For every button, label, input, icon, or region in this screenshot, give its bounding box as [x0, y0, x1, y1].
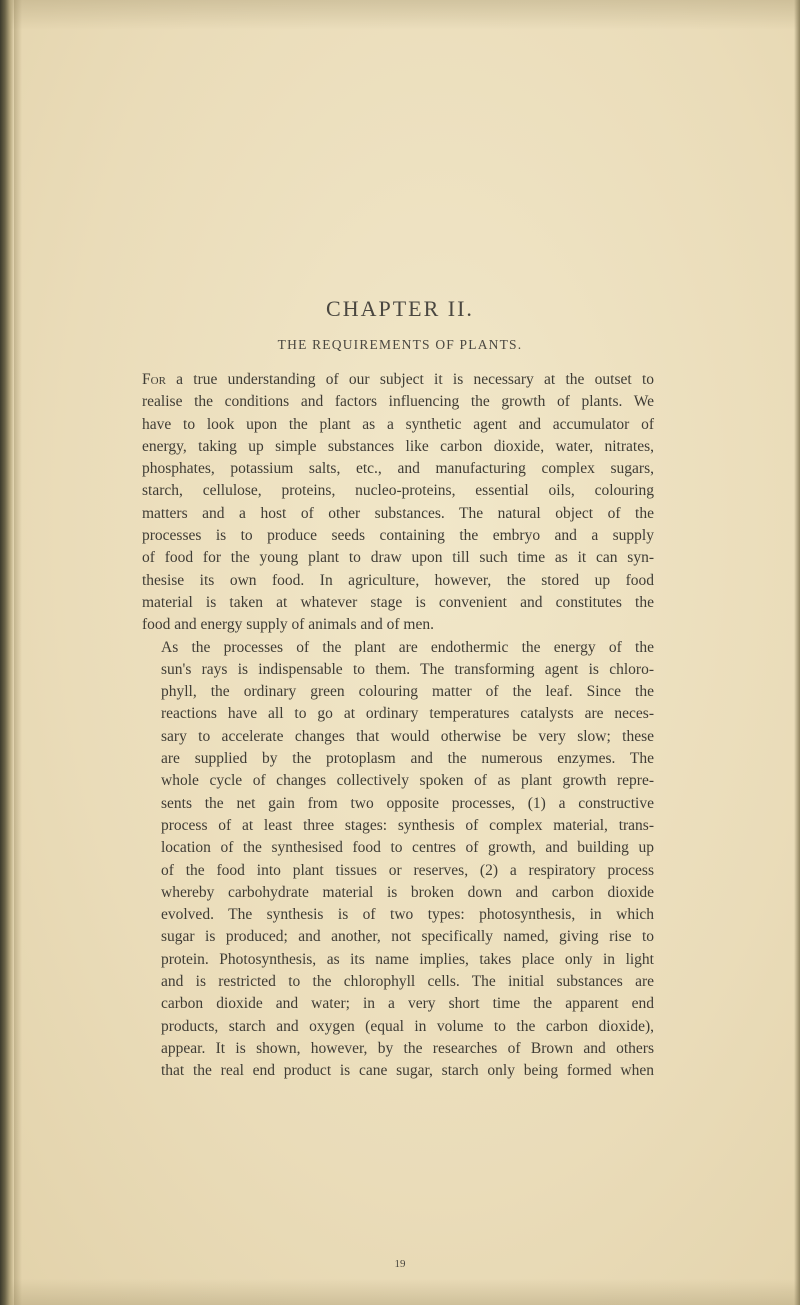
text-line: appear. It is shown, however, by the researches of Brown and others — [161, 1039, 654, 1057]
text-line: material is taken at whatever stage is convenient and constitutes the — [142, 593, 654, 611]
chapter-title: CHAPTER II. — [326, 296, 474, 321]
text-line: protein. Photosynthesis, as its name implies, takes place only in light — [161, 950, 654, 968]
text-line: thesise its own food. In agriculture, however, the stored up food — [142, 571, 654, 589]
page-right-edge — [794, 0, 800, 1305]
text-line: As the processes of the plant are endothermic the energy of the — [161, 638, 654, 656]
text-line: of food for the young plant to draw upon till such time as it can syn- — [142, 549, 654, 567]
opening-word: For — [142, 371, 166, 388]
text-line: that the real end product is cane sugar, starch only being formed when — [161, 1062, 654, 1080]
page-bottom-shadow — [0, 1279, 800, 1305]
body-text — [142, 369, 654, 1083]
text-line: location of the synthesised food to centres of growth, and building up — [161, 839, 654, 857]
text-line: phyll, the ordinary green colouring matter of the leaf. Since the — [161, 683, 654, 701]
text-line: carbon dioxide and water; in a very short time the apparent end — [161, 995, 654, 1013]
text-line: sugar is produced; and another, not specifically named, giving rise to — [161, 928, 654, 946]
text-line: sun's rays is indispensable to them. The transforming agent is chloro- — [161, 660, 654, 678]
text-line: phosphates, potassium salts, etc., and manufacturing complex sugars, — [142, 460, 654, 478]
text-line: starch, cellulose, proteins, nucleo-proteins, essential oils, colouring — [142, 482, 654, 500]
text-line: evolved. The synthesis is of two types: photosynthesis, in which — [161, 906, 654, 924]
text-line: whereby carbohydrate material is broken down and carbon dioxide — [161, 883, 654, 901]
text-line: reactions have all to go at ordinary temperatures catalysts are neces- — [161, 705, 654, 723]
text-line: are supplied by the protoplasm and the numerous enzymes. The — [161, 750, 654, 768]
text-line: matters and a host of other substances. The natural object of the — [142, 504, 654, 522]
text-line: products, starch and oxygen (equal in volume to the carbon dioxide), — [161, 1017, 654, 1035]
text-line: whole cycle of changes collectively spoken of as plant growth repre- — [161, 772, 654, 790]
text-line: and is restricted to the chlorophyll cells. The initial substances are — [161, 973, 654, 991]
text-line: processes is to produce seeds containing the embryo and a supply — [142, 527, 654, 545]
text-line: energy, taking up simple substances like carbon dioxide, water, nitrates, — [142, 437, 654, 455]
text-line: process of at least three stages: synthesis of complex material, trans- — [161, 816, 654, 834]
section-title: THE REQUIREMENTS OF PLANTS. — [277, 337, 523, 352]
text-line: have to look upon the plant as a synthetic agent and accumulator of — [142, 415, 654, 433]
page-number: 19 — [394, 1258, 406, 1270]
text-line: realise the conditions and factors influencing the growth of plants. We — [142, 393, 654, 411]
paragraph-2 — [142, 637, 654, 1083]
book-binding-edge — [0, 0, 14, 1305]
text-line: sents the net gain from two opposite processes, (1) a constructive — [161, 794, 654, 812]
paragraph-1 — [142, 369, 654, 637]
text-line: of the food into plant tissues or reserves, (2) a respiratory process — [161, 861, 654, 879]
page-top-shadow — [0, 0, 800, 30]
text-line: food and energy supply of animals and of men. — [142, 616, 434, 634]
binding-shadow — [14, 0, 22, 1305]
text-line: sary to accelerate changes that would otherwise be very slow; these — [161, 727, 654, 745]
text-line: For a true understanding of our subject it is necessary at the outset to — [142, 371, 654, 388]
